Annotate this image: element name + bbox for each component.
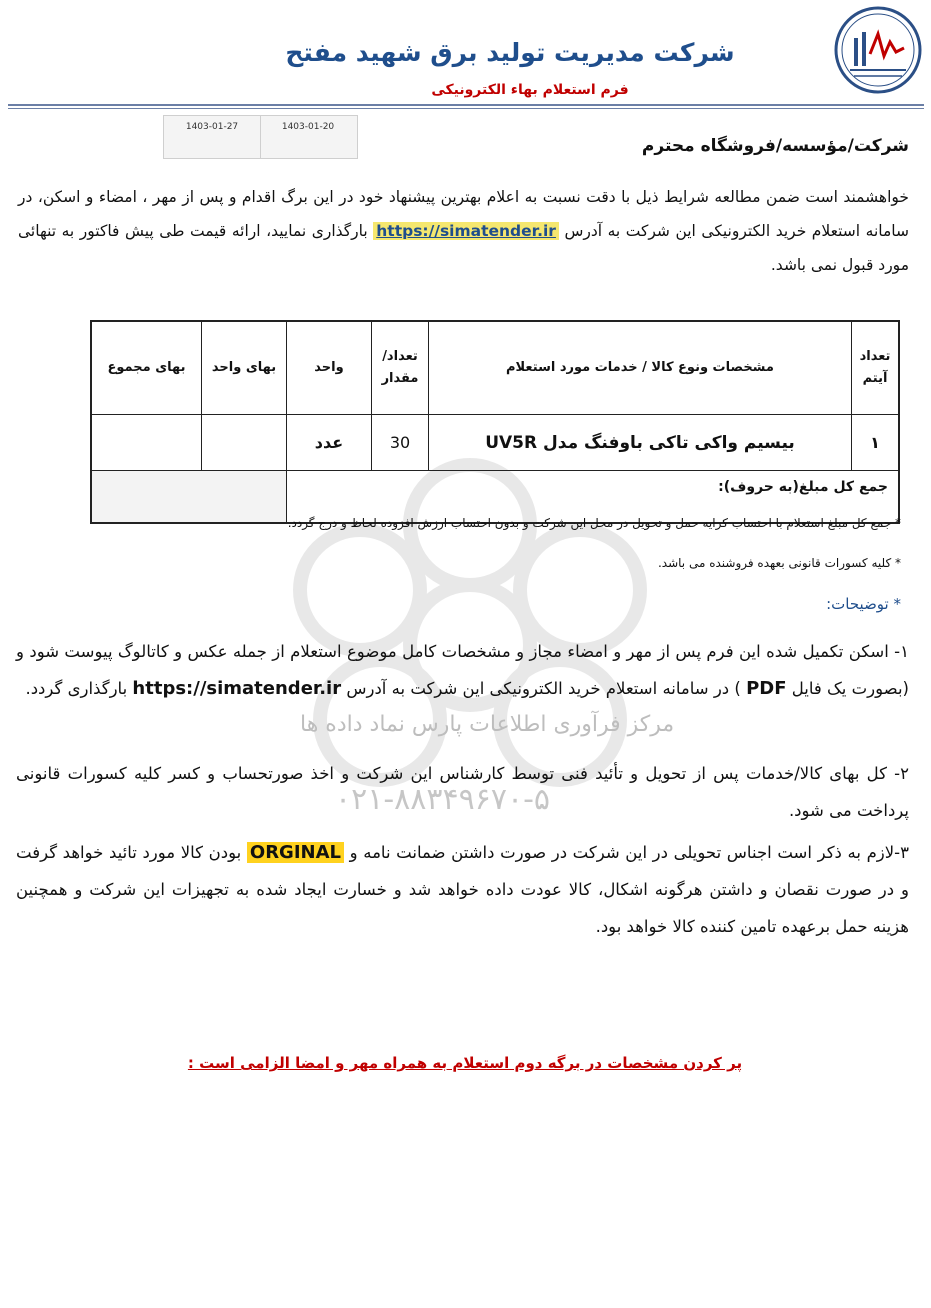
company-name: شرکت مدیریت تولید برق شهید مفتح <box>285 38 735 67</box>
simatender-link[interactable]: https://simatender.ir <box>373 222 559 240</box>
salutation: شرکت/مؤسسه/فروشگاه محترم <box>641 136 909 156</box>
instruction-3-text-a: ۳-لازم به ذکر است اجناس تحویلی در این شرکت در صورت داشتن ضمانت نامه و <box>349 843 910 862</box>
form-title: فرم استعلام بهاء الکترونیکی <box>431 82 629 98</box>
intro-text-1: خواهشمند است ضمن مطالعه شرایط ذیل با دقت نسبت به اعلام بهترین پیشنهاد خود در این برگ اقدام و پس از مهر ، امضاء و اسکن، در سامانه استعلام خرید الکترونیکی این شرکت به آدرس <box>18 188 909 240</box>
instruction-1-text-c: بارگذاری گردد. <box>25 679 128 698</box>
cell-item-no: ۱ <box>852 415 900 471</box>
pdf-label: PDF <box>746 678 787 699</box>
watermark-text: مرکز فرآوری اطلاعات پارس نماد داده ها <box>300 712 675 737</box>
note-shipping: * جمع کل مبلغ استعلام با احتساب کرایه حمل و تحویل در محل این شرکت و بدون احتساب ارزش افزوده لحاظ و درج گردد. <box>287 516 901 530</box>
original-highlight: ORGINAL <box>247 842 344 863</box>
deadline-date: 1403-01-27 <box>164 116 261 158</box>
header-item-no: تعداد آیتم <box>852 321 900 415</box>
table-row <box>91 415 899 471</box>
cell-total-price[interactable] <box>91 415 202 471</box>
notes-heading: * توضیحات: <box>826 595 901 613</box>
cell-quantity: 30 <box>372 415 429 471</box>
header-total-price: بهای مجموع <box>91 321 202 415</box>
cell-unit: عدد <box>287 415 372 471</box>
dates-box <box>163 115 358 159</box>
total-value[interactable] <box>91 471 287 524</box>
instruction-1-text-a: ۱- اسکن تکمیل شده این فرم پس از مهر و امضاء مجاز و مشخصات کامل موضوع استعلام از جمله عکس و کاتالوگ پیوست شود و (بصورت یک فایل <box>16 642 909 698</box>
header-unit: واحد <box>287 321 372 415</box>
instruction-3-text-b: بودن کالا مورد تائید خواهد گرفت و در صورت نقصان و داشتن هرگونه اشکال، کالا عودت داده خواهد شد و خسارت ایجاد شده به تجهیزات این شرکت و همچنین هزینه حمل برعهده تامین کننده کالا خواهد بود. <box>16 843 909 936</box>
header-unit-price: بهای واحد <box>202 321 287 415</box>
table-header-row <box>91 321 899 415</box>
total-label: جمع کل مبلغ(به حروف): <box>287 471 900 524</box>
instruction-2: ۲- کل بهای کالا/خدمات پس از تحویل و تأئید فنی توسط کارشناس این شرکت و اخذ صورتحساب و کسر کلیه کسورات قانونی پرداخت می شود. <box>16 764 909 820</box>
instruction-1-text-b: ) در سامانه استعلام خرید الکترونیکی این شرکت به آدرس <box>346 679 741 698</box>
header-divider <box>8 104 924 106</box>
intro-text-2: بارگذاری نمایید، ارائه قیمت طی پیش فاکتور به تنهائی مورد قبول نمی باشد. <box>18 222 909 274</box>
cell-unit-price[interactable] <box>202 415 287 471</box>
issue-date: 1403-01-20 <box>281 122 335 132</box>
items-table <box>90 320 900 524</box>
header-description: مشخصات ونوع کالا / خدمات مورد استعلام <box>429 321 852 415</box>
intro-paragraph <box>18 180 909 282</box>
header-divider-thin <box>8 108 924 109</box>
watermark-phone: ۰۲۱-۸۸۳۴۹۶۷۰-۵ <box>335 782 551 817</box>
instruction-1 <box>16 633 909 707</box>
footer-note: پر کردن مشخصات در برگه دوم استعلام به همراه مهر و امضا الزامی است : <box>187 1054 743 1072</box>
instruction-3 <box>16 834 909 945</box>
header-quantity: تعداد/ مقدار <box>372 321 429 415</box>
simatender-link-2[interactable]: https://simatender.ir <box>132 678 342 699</box>
note-deductions: * کلیه کسورات قانونی بعهده فروشنده می باشد. <box>657 556 901 570</box>
cell-description: بیسیم واکی تاکی باوفنگ مدل UV5R <box>429 415 852 471</box>
